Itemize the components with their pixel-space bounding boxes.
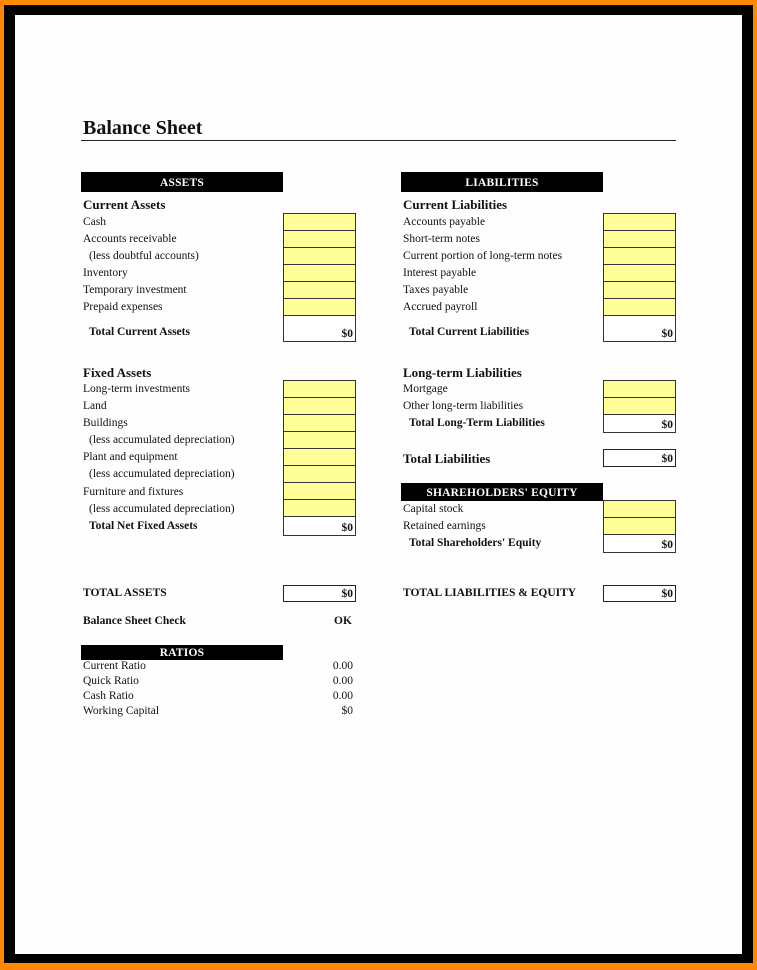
total-liabilities-cell bbox=[603, 449, 676, 467]
input-less-doubtful[interactable] bbox=[283, 247, 356, 265]
total-fixed-assets-value: $0 bbox=[341, 522, 353, 534]
label-less-doubtful: (less doubtful accounts) bbox=[89, 250, 199, 262]
input-less-depreciation-plant[interactable] bbox=[283, 465, 356, 483]
label-less-depreciation-plant: (less accumulated depreciation) bbox=[89, 468, 235, 480]
total-liabilities-label: Total Liabilities bbox=[403, 451, 491, 466]
label-quick-ratio: Quick Ratio bbox=[83, 675, 139, 687]
total-fixed-assets-cell bbox=[283, 516, 356, 536]
label-other-long-term: Other long-term liabilities bbox=[403, 400, 524, 412]
input-accrued-payroll[interactable] bbox=[603, 298, 676, 316]
label-long-term-investments: Long-term investments bbox=[83, 383, 190, 395]
title-rule bbox=[81, 140, 676, 141]
value-working-capital: $0 bbox=[341, 705, 353, 717]
total-fixed-assets-label: Total Net Fixed Assets bbox=[89, 520, 198, 532]
input-less-depreciation-furniture[interactable] bbox=[283, 499, 356, 517]
page bbox=[15, 15, 742, 954]
total-long-term-cell bbox=[603, 414, 676, 433]
value-cash-ratio: 0.00 bbox=[332, 690, 353, 702]
total-long-term-value: $0 bbox=[661, 419, 673, 431]
label-land: Land bbox=[83, 400, 107, 412]
total-liab-equity-cell bbox=[603, 585, 676, 602]
input-mortgage[interactable] bbox=[603, 380, 676, 398]
label-less-depreciation-buildings: (less accumulated depreciation) bbox=[89, 434, 235, 446]
input-furniture-fixtures[interactable] bbox=[283, 482, 356, 500]
fixed-assets-heading: Fixed Assets bbox=[83, 365, 152, 380]
label-cash: Cash bbox=[83, 216, 106, 228]
current-assets-heading: Current Assets bbox=[83, 197, 166, 212]
total-assets-value: $0 bbox=[341, 588, 353, 600]
label-plant-equipment: Plant and equipment bbox=[83, 451, 178, 463]
label-buildings: Buildings bbox=[83, 417, 128, 429]
input-cash[interactable] bbox=[283, 213, 356, 231]
input-accounts-payable[interactable] bbox=[603, 213, 676, 231]
total-current-liabilities-value: $0 bbox=[661, 328, 673, 340]
total-assets-cell bbox=[283, 585, 356, 602]
label-accrued-payroll: Accrued payroll bbox=[403, 301, 478, 313]
value-quick-ratio: 0.00 bbox=[332, 675, 353, 687]
label-mortgage: Mortgage bbox=[403, 383, 448, 395]
label-inventory: Inventory bbox=[83, 267, 128, 279]
equity-header: SHAREHOLDERS' EQUITY bbox=[401, 483, 603, 501]
input-taxes-payable[interactable] bbox=[603, 281, 676, 299]
label-furniture-fixtures: Furniture and fixtures bbox=[83, 486, 184, 498]
label-less-depreciation-furniture: (less accumulated depreciation) bbox=[89, 503, 235, 515]
total-equity-label: Total Shareholders' Equity bbox=[409, 537, 542, 549]
total-current-assets-label: Total Current Assets bbox=[89, 326, 190, 338]
total-equity-cell bbox=[603, 534, 676, 553]
label-accounts-receivable: Accounts receivable bbox=[83, 233, 177, 245]
total-current-liabilities-cell bbox=[603, 315, 676, 342]
total-equity-value: $0 bbox=[661, 539, 673, 551]
ratios-header: RATIOS bbox=[81, 645, 283, 660]
input-accounts-receivable[interactable] bbox=[283, 230, 356, 248]
input-prepaid-expenses[interactable] bbox=[283, 298, 356, 316]
input-interest-payable[interactable] bbox=[603, 264, 676, 282]
label-retained-earnings: Retained earnings bbox=[403, 520, 486, 532]
assets-header: ASSETS bbox=[81, 172, 283, 192]
label-working-capital: Working Capital bbox=[83, 705, 160, 717]
input-less-depreciation-buildings[interactable] bbox=[283, 431, 356, 449]
total-liab-equity-value: $0 bbox=[661, 588, 673, 600]
input-other-long-term[interactable] bbox=[603, 397, 676, 415]
label-short-term-notes: Short-term notes bbox=[403, 233, 480, 245]
input-current-portion-notes[interactable] bbox=[603, 247, 676, 265]
input-temporary-investment[interactable] bbox=[283, 281, 356, 299]
current-liabilities-heading: Current Liabilities bbox=[403, 197, 508, 212]
label-taxes-payable: Taxes payable bbox=[403, 284, 469, 296]
label-current-portion-notes: Current portion of long-term notes bbox=[403, 250, 563, 262]
label-cash-ratio: Cash Ratio bbox=[83, 690, 134, 702]
liabilities-header: LIABILITIES bbox=[401, 172, 603, 192]
page-title: Balance Sheet bbox=[83, 117, 203, 139]
balance-check-label: Balance Sheet Check bbox=[83, 615, 186, 627]
input-land[interactable] bbox=[283, 397, 356, 415]
input-buildings[interactable] bbox=[283, 414, 356, 432]
total-current-liabilities-label: Total Current Liabilities bbox=[409, 326, 530, 338]
total-liab-equity-label: TOTAL LIABILITIES & EQUITY bbox=[403, 587, 577, 599]
long-term-liabilities-heading: Long-term Liabilities bbox=[403, 365, 522, 380]
label-current-ratio: Current Ratio bbox=[83, 660, 146, 672]
label-prepaid-expenses: Prepaid expenses bbox=[83, 301, 163, 313]
label-interest-payable: Interest payable bbox=[403, 267, 477, 279]
input-long-term-investments[interactable] bbox=[283, 380, 356, 398]
total-current-assets-cell bbox=[283, 315, 356, 342]
label-accounts-payable: Accounts payable bbox=[403, 216, 486, 228]
input-retained-earnings[interactable] bbox=[603, 517, 676, 535]
input-capital-stock[interactable] bbox=[603, 500, 676, 518]
total-current-assets-value: $0 bbox=[341, 328, 353, 340]
label-capital-stock: Capital stock bbox=[403, 503, 464, 515]
label-temporary-investment: Temporary investment bbox=[83, 284, 187, 296]
total-assets-label: TOTAL ASSETS bbox=[83, 587, 167, 599]
value-current-ratio: 0.00 bbox=[332, 660, 353, 672]
input-short-term-notes[interactable] bbox=[603, 230, 676, 248]
balance-check-value: OK bbox=[334, 615, 352, 627]
total-liabilities-value: $0 bbox=[661, 453, 673, 465]
input-inventory[interactable] bbox=[283, 264, 356, 282]
input-plant-equipment[interactable] bbox=[283, 448, 356, 466]
total-long-term-label: Total Long-Term Liabilities bbox=[409, 417, 545, 429]
